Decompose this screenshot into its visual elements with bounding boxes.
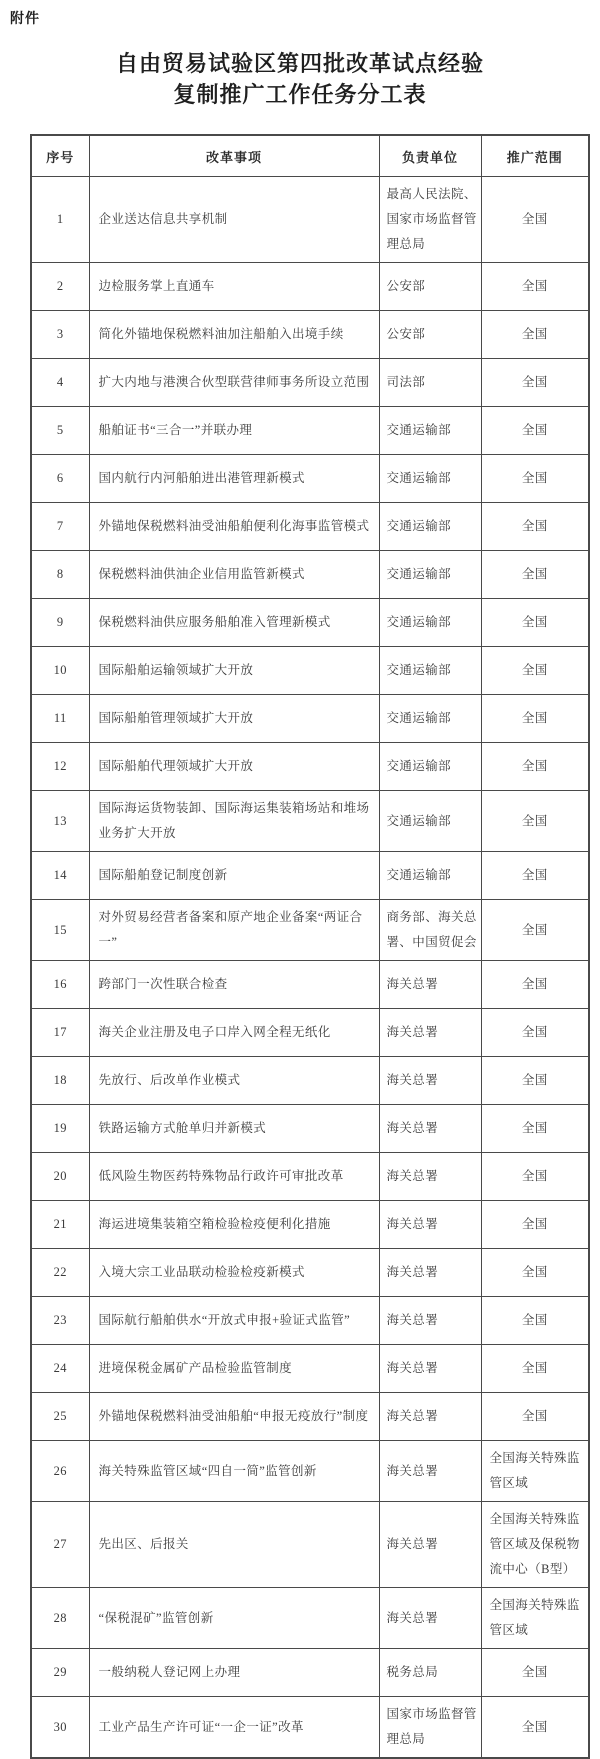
reform-item-cell: 外锚地保税燃料油受油船舶便利化海事监管模式 [89,503,379,551]
scope-cell: 全国 [481,1249,589,1297]
row-number-cell: 4 [31,359,89,407]
reform-item-cell: 国际海运货物装卸、国际海运集装箱场站和堆场业务扩大开放 [89,791,379,852]
table-row [31,695,589,743]
unit-cell: 交通运输部 [379,407,481,455]
table-row [31,1393,589,1441]
scope-cell: 全国 [481,1105,589,1153]
reform-item-cell: 保税燃料油供应服务船舶准入管理新模式 [89,599,379,647]
row-number-cell: 27 [31,1502,89,1588]
unit-cell: 交通运输部 [379,455,481,503]
scope-cell: 全国 [481,791,589,852]
reform-item-cell: 企业送达信息共享机制 [89,177,379,263]
table-row [31,359,589,407]
table-row [31,1502,589,1588]
header-cell-reform-item: 改革事项 [89,135,379,177]
table-row [31,407,589,455]
table-row [31,791,589,852]
row-number-cell: 22 [31,1249,89,1297]
reform-item-cell: 外锚地保税燃料油受油船舶“申报无疫放行”制度 [89,1393,379,1441]
scope-cell: 全国 [481,743,589,791]
row-number-cell: 20 [31,1153,89,1201]
scope-cell: 全国 [481,359,589,407]
scope-cell: 全国 [481,263,589,311]
scope-cell: 全国 [481,407,589,455]
table-row [31,455,589,503]
table-row [31,1588,589,1649]
unit-cell: 税务总局 [379,1649,481,1697]
reform-item-cell: 跨部门一次性联合检查 [89,961,379,1009]
row-number-cell: 26 [31,1441,89,1502]
reform-item-cell: 先放行、后改单作业模式 [89,1057,379,1105]
row-number-cell: 29 [31,1649,89,1697]
reform-item-cell: 国际船舶代理领域扩大开放 [89,743,379,791]
row-number-cell: 25 [31,1393,89,1441]
row-number-cell: 13 [31,791,89,852]
reform-item-cell: 国际航行船舶供水“开放式申报+验证式监管” [89,1297,379,1345]
table-row [31,1441,589,1502]
table-row [31,551,589,599]
reform-item-cell: 国际船舶登记制度创新 [89,852,379,900]
table-row [31,1201,589,1249]
scope-cell: 全国 [481,1009,589,1057]
reform-item-cell: 国际船舶管理领域扩大开放 [89,695,379,743]
scope-cell: 全国 [481,503,589,551]
unit-cell: 公安部 [379,311,481,359]
table-row [31,599,589,647]
table-row [31,1249,589,1297]
page-title-line2: 复制推广工作任务分工表 [173,82,427,107]
table-row [31,1297,589,1345]
table-row [31,743,589,791]
table-row [31,961,589,1009]
reform-item-cell: 船舶证书“三合一”并联办理 [89,407,379,455]
unit-cell: 海关总署 [379,1297,481,1345]
scope-cell: 全国海关特殊监管区域 [481,1588,589,1649]
row-number-cell: 24 [31,1345,89,1393]
scope-cell: 全国 [481,1697,589,1759]
scope-cell: 全国 [481,1297,589,1345]
row-number-cell: 15 [31,900,89,961]
reform-item-cell: 铁路运输方式舱单归并新模式 [89,1105,379,1153]
scope-cell: 全国 [481,1153,589,1201]
table-row [31,1649,589,1697]
table-row [31,1697,589,1759]
row-number-cell: 12 [31,743,89,791]
unit-cell: 海关总署 [379,1105,481,1153]
table-row [31,1009,589,1057]
row-number-cell: 5 [31,407,89,455]
header-cell-promotion-scope: 推广范围 [481,135,589,177]
reform-item-cell: 保税燃料油供油企业信用监管新模式 [89,551,379,599]
reform-item-cell: 海运进境集装箱空箱检验检疫便利化措施 [89,1201,379,1249]
scope-cell: 全国 [481,311,589,359]
unit-cell: 海关总署 [379,1057,481,1105]
unit-cell: 交通运输部 [379,647,481,695]
scope-cell: 全国 [481,1345,589,1393]
unit-cell: 海关总署 [379,1393,481,1441]
unit-cell: 交通运输部 [379,743,481,791]
scope-cell: 全国 [481,1057,589,1105]
unit-cell: 海关总署 [379,1201,481,1249]
reform-item-cell: 国内航行内河船舶进出港管理新模式 [89,455,379,503]
row-number-cell: 14 [31,852,89,900]
scope-cell: 全国 [481,647,589,695]
reform-item-cell: 一般纳税人登记网上办理 [89,1649,379,1697]
unit-cell: 海关总署 [379,1153,481,1201]
table-row [31,1345,589,1393]
unit-cell: 最高人民法院、国家市场监督管理总局 [379,177,481,263]
header-row [31,135,589,177]
scope-cell: 全国 [481,900,589,961]
scope-cell: 全国 [481,455,589,503]
row-number-cell: 18 [31,1057,89,1105]
reform-item-cell: 先出区、后报关 [89,1502,379,1588]
unit-cell: 交通运输部 [379,852,481,900]
reform-item-cell: 简化外锚地保税燃料油加注船舶入出境手续 [89,311,379,359]
page-title [0,48,600,110]
reform-item-cell: 海关企业注册及电子口岸入网全程无纸化 [89,1009,379,1057]
reform-item-cell: 海关特殊监管区域“四自一简”监管创新 [89,1441,379,1502]
scope-cell: 全国海关特殊监管区域及保税物流中心（B型） [481,1502,589,1588]
scope-cell: 全国 [481,551,589,599]
row-number-cell: 10 [31,647,89,695]
table-row [31,900,589,961]
table-row [31,852,589,900]
row-number-cell: 11 [31,695,89,743]
unit-cell: 海关总署 [379,1249,481,1297]
row-number-cell: 9 [31,599,89,647]
scope-cell: 全国 [481,1201,589,1249]
reform-item-cell: 扩大内地与港澳合伙型联营律师事务所设立范围 [89,359,379,407]
unit-cell: 交通运输部 [379,791,481,852]
table-body [31,177,589,1759]
scope-cell: 全国 [481,599,589,647]
reform-item-cell: “保税混矿”监管创新 [89,1588,379,1649]
table-row [31,647,589,695]
row-number-cell: 1 [31,177,89,263]
row-number-cell: 17 [31,1009,89,1057]
scope-cell: 全国 [481,1393,589,1441]
table-row [31,1057,589,1105]
scope-cell: 全国 [481,177,589,263]
row-number-cell: 30 [31,1697,89,1759]
table-row [31,1153,589,1201]
unit-cell: 交通运输部 [379,551,481,599]
attachment-label: 附件 [10,12,40,27]
header-cell-responsible-unit: 负责单位 [379,135,481,177]
table-row [31,503,589,551]
row-number-cell: 16 [31,961,89,1009]
row-number-cell: 6 [31,455,89,503]
scope-cell: 全国 [481,1649,589,1697]
table-row [31,311,589,359]
unit-cell: 交通运输部 [379,503,481,551]
table-row [31,177,589,263]
scope-cell: 全国海关特殊监管区域 [481,1441,589,1502]
unit-cell: 公安部 [379,263,481,311]
unit-cell: 司法部 [379,359,481,407]
unit-cell: 海关总署 [379,1345,481,1393]
unit-cell: 交通运输部 [379,695,481,743]
unit-cell: 海关总署 [379,1009,481,1057]
reform-item-cell: 进境保税金属矿产品检验监管制度 [89,1345,379,1393]
table-row [31,1105,589,1153]
reform-item-cell: 低风险生物医药特殊物品行政许可审批改革 [89,1153,379,1201]
row-number-cell: 2 [31,263,89,311]
scope-cell: 全国 [481,695,589,743]
reform-item-cell: 工业产品生产许可证“一企一证”改革 [89,1697,379,1759]
scope-cell: 全国 [481,961,589,1009]
reform-item-cell: 入境大宗工业品联动检验检疫新模式 [89,1249,379,1297]
row-number-cell: 7 [31,503,89,551]
reform-item-cell: 对外贸易经营者备案和原产地企业备案“两证合一” [89,900,379,961]
reform-item-cell: 国际船舶运输领域扩大开放 [89,647,379,695]
row-number-cell: 23 [31,1297,89,1345]
unit-cell: 海关总署 [379,961,481,1009]
header-cell-number: 序号 [31,135,89,177]
unit-cell: 海关总署 [379,1588,481,1649]
row-number-cell: 3 [31,311,89,359]
unit-cell: 国家市场监督管理总局 [379,1697,481,1759]
unit-cell: 商务部、海关总署、中国贸促会 [379,900,481,961]
unit-cell: 海关总署 [379,1441,481,1502]
row-number-cell: 8 [31,551,89,599]
scope-cell: 全国 [481,852,589,900]
unit-cell: 交通运输部 [379,599,481,647]
page-title-line1: 自由贸易试验区第四批改革试点经验 [115,51,484,76]
table-row [31,263,589,311]
reform-item-cell: 边检服务掌上直通车 [89,263,379,311]
task-table [30,134,590,1759]
row-number-cell: 19 [31,1105,89,1153]
row-number-cell: 28 [31,1588,89,1649]
unit-cell: 海关总署 [379,1502,481,1588]
row-number-cell: 21 [31,1201,89,1249]
